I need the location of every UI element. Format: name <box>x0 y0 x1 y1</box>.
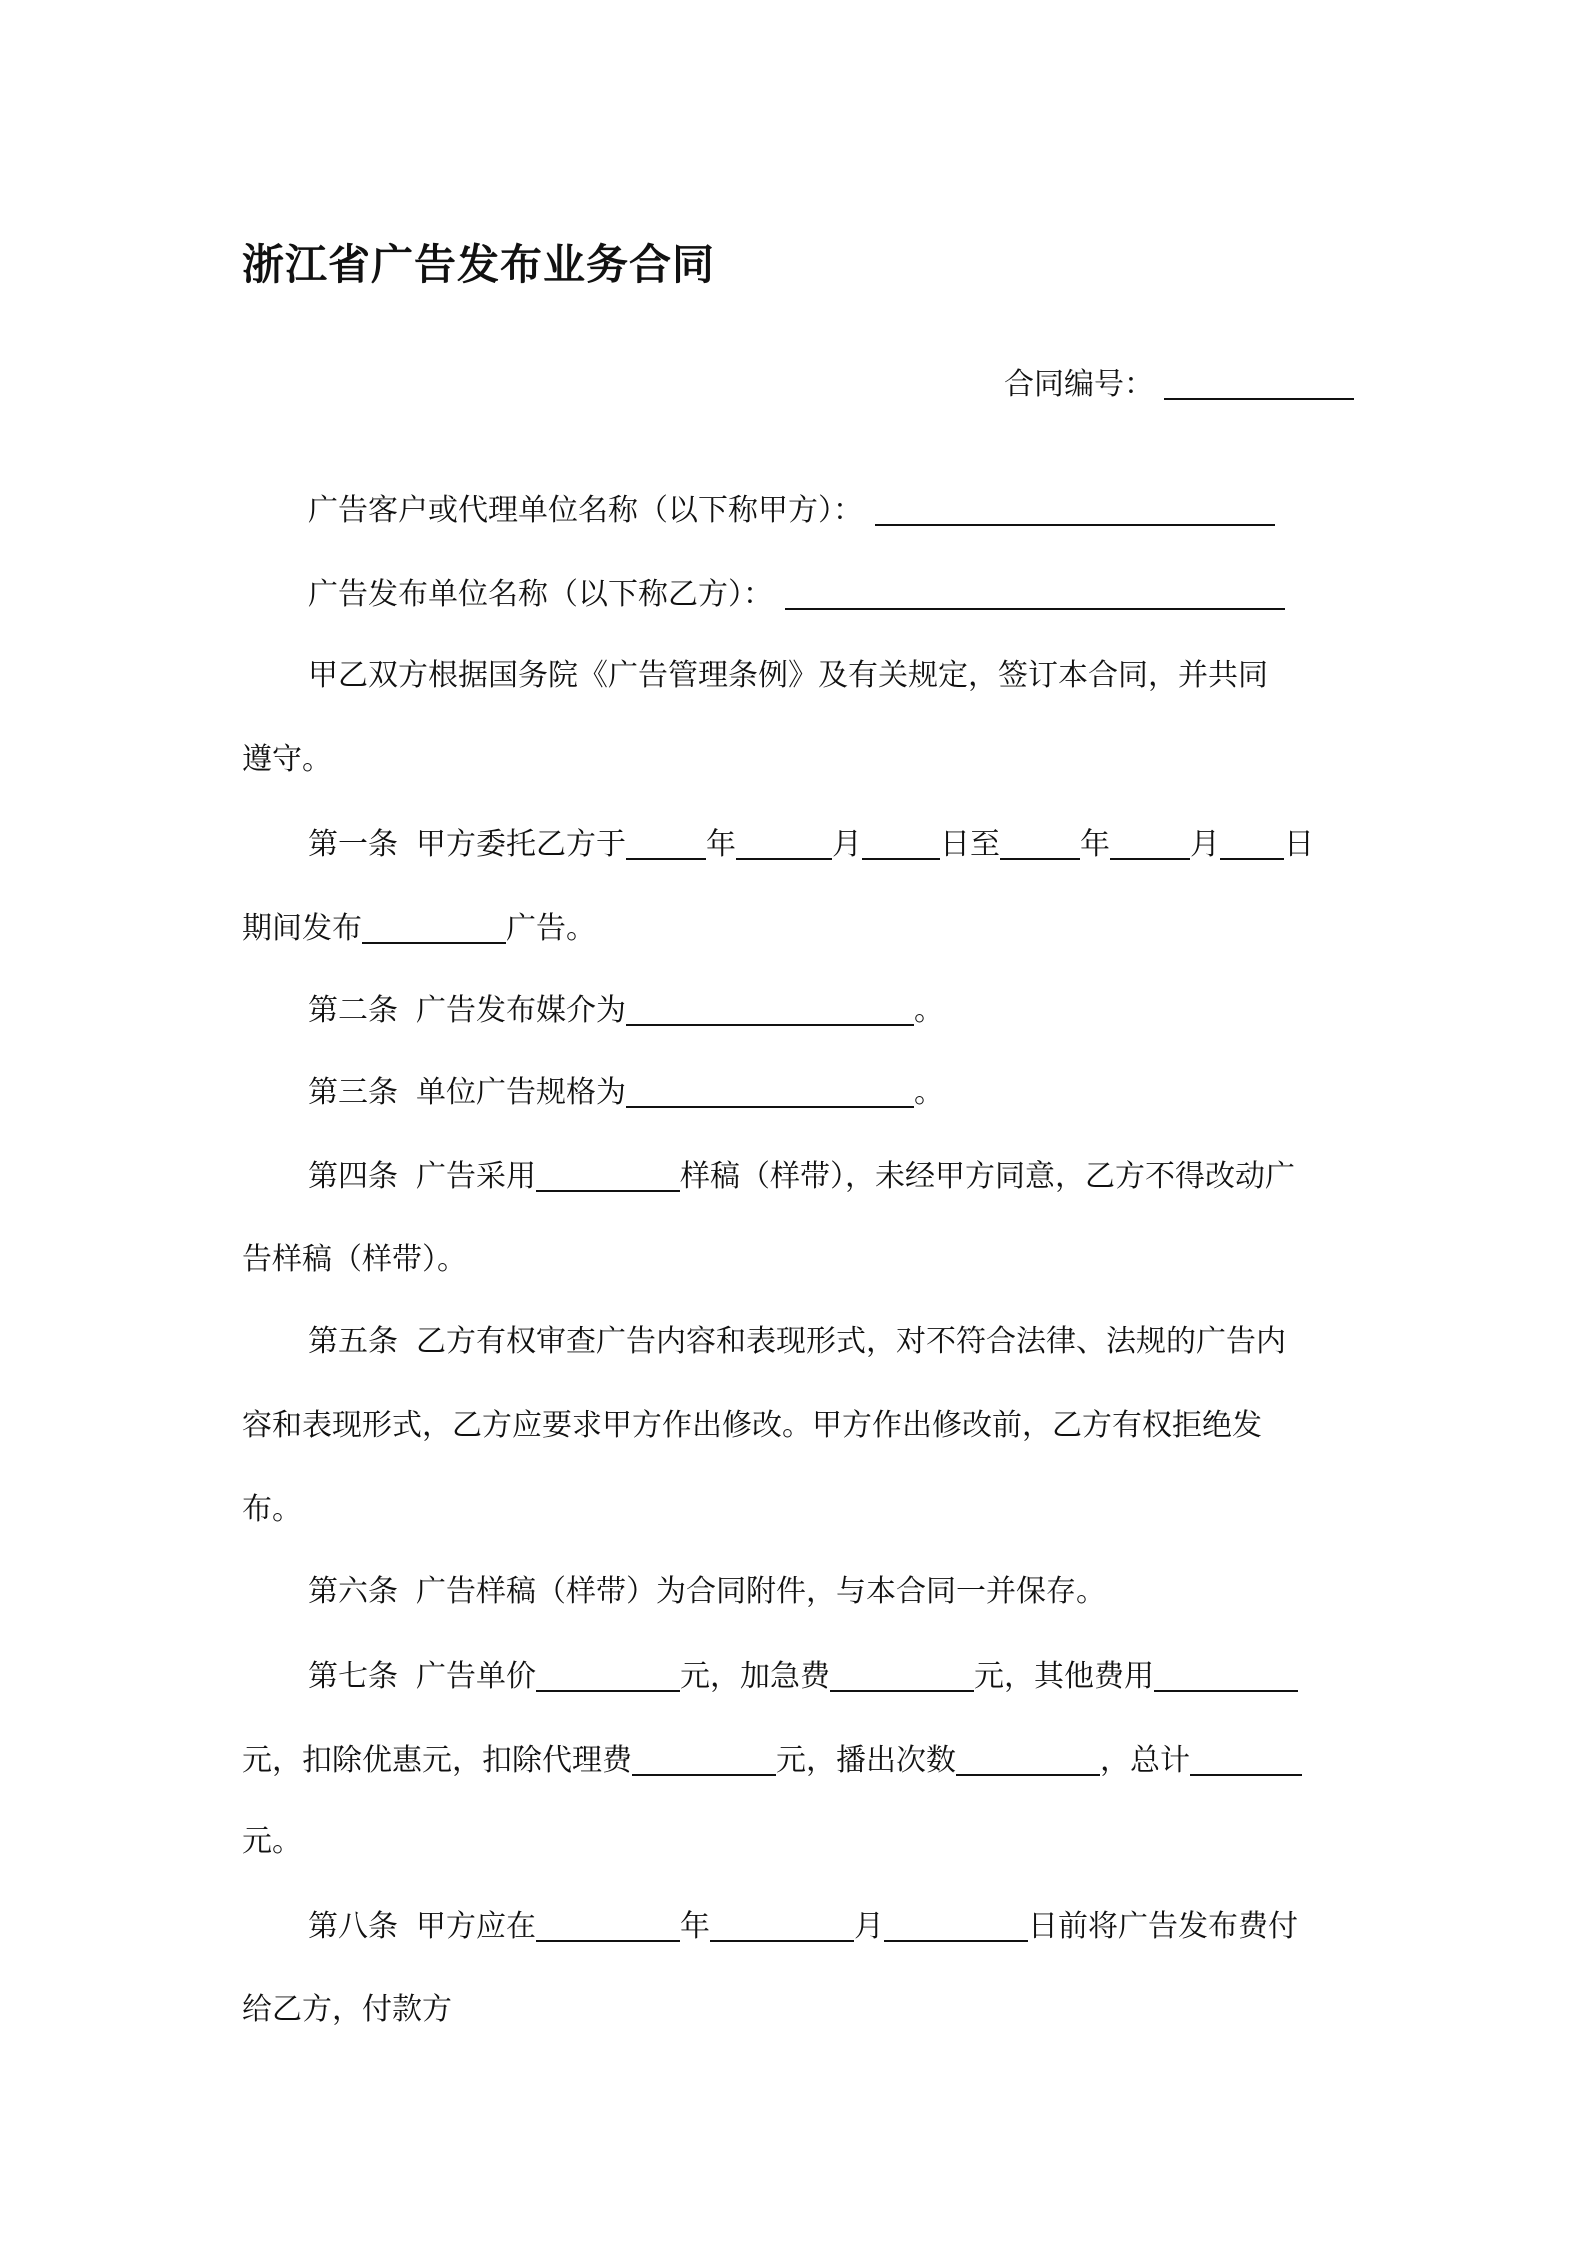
article-8-line-1 <box>308 1906 1298 1947</box>
party-a-label: 广告客户或代理单位名称（以下称甲方）： <box>308 493 863 528</box>
month-label: 月 <box>832 827 862 862</box>
article-1-period-text: 期间发布 <box>242 911 362 946</box>
article-3-label: 第三条 <box>308 1075 398 1110</box>
spec-blank[interactable] <box>626 1072 914 1108</box>
article-8-line-2: 给乙方，付款方 <box>242 1992 452 2027</box>
contract-number-row <box>1004 364 1354 405</box>
rush-fee-text: 元，加急费 <box>680 1659 830 1694</box>
article-4-line-1 <box>308 1156 1295 1197</box>
period-mark: 。 <box>914 1075 944 1110</box>
party-b-label: 广告发布单位名称（以下称乙方）： <box>308 577 773 612</box>
article-7-line-3: 元。 <box>242 1824 302 1859</box>
article-7-label: 第七条 <box>308 1659 398 1694</box>
article-6-label: 第六条 <box>308 1574 398 1609</box>
year-label: 年 <box>680 1909 710 1944</box>
article-4-line-2: 告样稿（样带）。 <box>242 1242 467 1277</box>
article-5-text: 乙方有权审查广告内容和表现形式，对不符合法律、法规的广告内 <box>416 1324 1286 1359</box>
article-8-text-a: 甲方应在 <box>416 1909 536 1944</box>
party-a-row <box>308 490 1275 531</box>
article-1-line-1 <box>308 824 1314 865</box>
unit-price-blank[interactable] <box>536 1656 680 1692</box>
article-2 <box>308 990 944 1031</box>
article-7-line-1 <box>308 1656 1298 1697</box>
discount-text: 元，扣除优惠元，扣除代理费 <box>242 1743 632 1778</box>
intro-line-2: 遵守。 <box>242 742 332 777</box>
start-year-blank[interactable] <box>626 824 706 860</box>
article-5-line-2: 容和表现形式，乙方应要求甲方作出修改。甲方作出修改前，乙方有权拒绝发 <box>242 1408 1262 1443</box>
article-1-label: 第一条 <box>308 827 398 862</box>
party-b-row <box>308 574 1285 615</box>
article-6 <box>308 1572 1106 1612</box>
sample-type-blank[interactable] <box>536 1156 680 1192</box>
article-8-text-b: 日前将广告发布费付 <box>1028 1909 1298 1944</box>
payment-year-blank[interactable] <box>536 1906 680 1942</box>
article-6-text: 广告样稿（样带）为合同附件，与本合同一并保存。 <box>416 1574 1106 1609</box>
article-5-label: 第五条 <box>308 1324 398 1359</box>
article-2-label: 第二条 <box>308 993 398 1028</box>
article-8-label: 第八条 <box>308 1909 398 1944</box>
contract-number-blank[interactable] <box>1164 364 1354 400</box>
unit-price-text: 广告单价 <box>416 1659 536 1694</box>
day-to-label: 日至 <box>940 827 1000 862</box>
document-title: 浙江省广告发布业务合同 <box>242 240 716 289</box>
article-1-line-2 <box>242 908 596 949</box>
article-1-ad-text: 广告。 <box>506 911 596 946</box>
start-month-blank[interactable] <box>736 824 832 860</box>
end-month-blank[interactable] <box>1110 824 1190 860</box>
year-label: 年 <box>706 827 736 862</box>
start-day-blank[interactable] <box>862 824 940 860</box>
article-5-line-3: 布。 <box>242 1492 302 1527</box>
total-text: ，总计 <box>1100 1743 1190 1778</box>
article-3-text: 单位广告规格为 <box>416 1075 626 1110</box>
rush-fee-blank[interactable] <box>830 1656 974 1692</box>
article-2-text: 广告发布媒介为 <box>416 993 626 1028</box>
article-4-text-a: 广告采用 <box>416 1159 536 1194</box>
article-4-label: 第四条 <box>308 1159 398 1194</box>
end-year-blank[interactable] <box>1000 824 1080 860</box>
broadcast-count-blank[interactable] <box>956 1740 1100 1776</box>
month-label: 月 <box>1190 827 1220 862</box>
article-3 <box>308 1072 944 1113</box>
period-mark: 。 <box>914 993 944 1028</box>
end-day-blank[interactable] <box>1220 824 1284 860</box>
agency-fee-blank[interactable] <box>632 1740 776 1776</box>
day-label: 日 <box>1284 827 1314 862</box>
party-a-blank[interactable] <box>875 490 1275 526</box>
ad-content-blank[interactable] <box>362 908 506 944</box>
article-4-text-b: 样稿（样带），未经甲方同意，乙方不得改动广 <box>680 1159 1295 1194</box>
payment-month-blank[interactable] <box>710 1906 854 1942</box>
month-label: 月 <box>854 1909 884 1944</box>
other-fee-text: 元，其他费用 <box>974 1659 1154 1694</box>
article-7-line-2 <box>242 1740 1302 1781</box>
broadcast-count-text: 元，播出次数 <box>776 1743 956 1778</box>
total-blank[interactable] <box>1190 1740 1302 1776</box>
year-label: 年 <box>1080 827 1110 862</box>
payment-day-blank[interactable] <box>884 1906 1028 1942</box>
intro-line-1: 甲乙双方根据国务院《广告管理条例》及有关规定，签订本合同，并共同 <box>308 658 1268 693</box>
party-b-blank[interactable] <box>785 574 1285 610</box>
article-1-text: 甲方委托乙方于 <box>416 827 626 862</box>
contract-number-label: 合同编号： <box>1004 367 1154 402</box>
media-blank[interactable] <box>626 990 914 1026</box>
article-5-line-1 <box>308 1322 1286 1362</box>
other-fee-blank[interactable] <box>1154 1656 1298 1692</box>
